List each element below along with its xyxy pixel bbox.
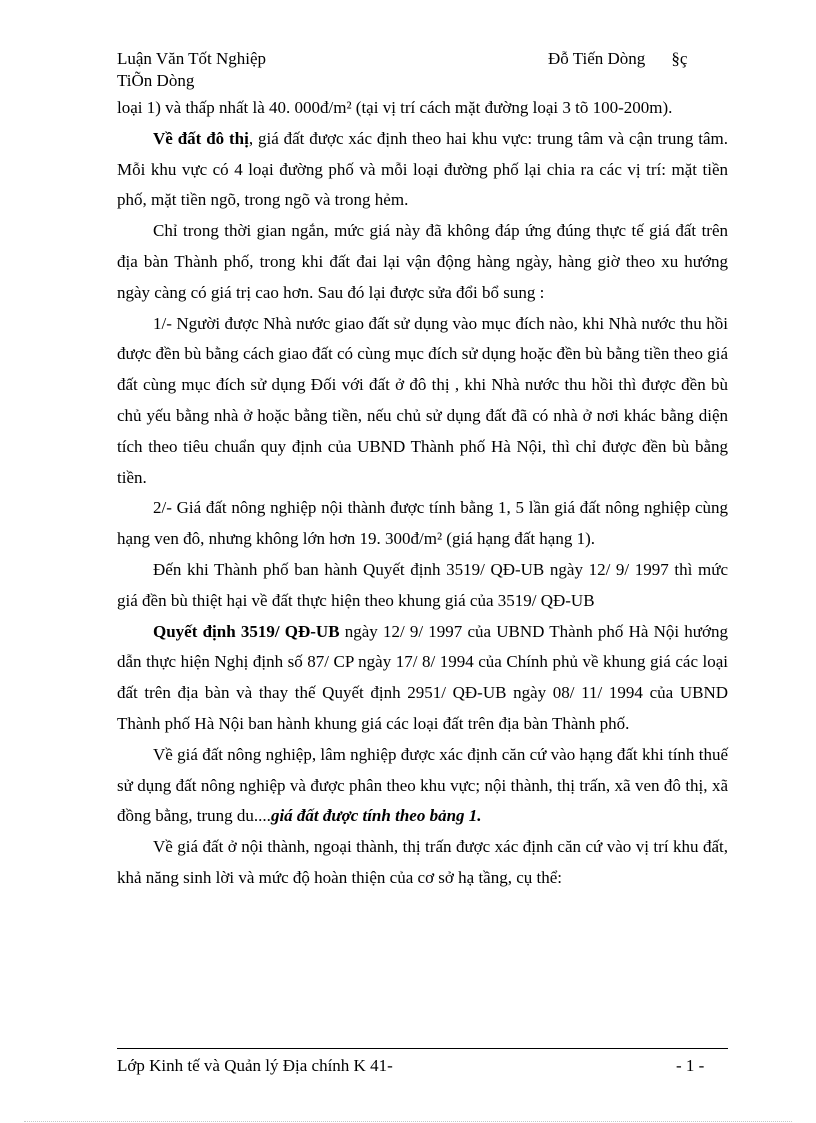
paragraph-8-emphasis: giá đất được tính theo bảng 1. [270, 806, 482, 826]
page-number: - 1 - [676, 1056, 705, 1075]
paragraph-8-text: Về giá đất nông nghiệp, lâm nghiệp được xác định căn cứ vào hạng đất khi tính thuế sử dụng đất nông nghiệp và được phân theo khu vực; nội thành, thị trấn, xã ven đô thị, xã đồng bằng, trung du.... [117, 744, 728, 826]
paragraph-3: Chỉ trong thời gian ngắn, mức giá này đã không đáp ứng đúng thực tế giá đất trên địa bàn Thành phố, trong khi đất đai lại vận động hàng ngày, hàng giờ theo xu hướng ngày càng có giá trị cao hơn. Sau đó lại được sửa đổi bổ sung : [117, 221, 728, 302]
paragraph-2-rest: , giá đất được xác định theo hai khu vực: trung tâm và cận trung tâm. Mỗi khu vực có 4 loại đường phố và mỗi loại đường phố lại chia ra các vị trí: mặt tiền phố, mặt tiền ngõ, trong ngõ và trong hẻm. [117, 128, 728, 210]
footer-rule [117, 1048, 728, 1049]
paragraph-2-bold: Về đất đô thị [153, 128, 249, 148]
header-line2: TiÕn Dòng [117, 71, 195, 90]
paragraph-2 [117, 124, 728, 216]
header-title: Luận Văn Tốt Nghiệp [117, 49, 267, 68]
header-author-name: Đỗ Tiến Dòng [548, 49, 646, 68]
footer-class-label: Lớp Kinh tế và Quản lý Địa chính K 41- [117, 1056, 393, 1075]
header-symbol: §ç [671, 49, 688, 68]
paragraph-5: 2/- Giá đất nông nghiệp nội thành được tính bằng 1, 5 lần giá đất nông nghiệp cùng hạng ven đô, nhưng không lớn hơn 19. 300đ/m² (giá hạng đất hạng 1). [117, 498, 728, 549]
paragraph-7 [117, 617, 728, 740]
paragraph-4: 1/- Người được Nhà nước giao đất sử dụng vào mục đích nào, khi Nhà nước thu hồi được đền bù bằng cách giao đất có cùng mục đích sử dụng hoặc đền bù bằng tiền theo giá đất cùng mục đích sử dụng Đối với đất ở đô thị , khi Nhà nước thu hồi thì được đền bù chủ yếu bằng nhà ở hoặc bằng tiền, nếu chủ sử dụng đất đã có nhà ở nơi khác bằng diện tích theo tiêu chuẩn quy định của UBND Thành phố Hà Nội, thì chỉ được đền bù bằng tiền. [117, 313, 728, 487]
page-bottom-border [24, 1121, 792, 1122]
body-text [117, 93, 728, 894]
paragraph-6: Đến khi Thành phố ban hành Quyết định 3519/ QĐ-UB ngày 12/ 9/ 1997 thì mức giá đền bù thiệt hại về đất thực hiện theo khung giá của 3519/ QĐ-UB [117, 559, 728, 610]
paragraph-9: Về giá đất ở nội thành, ngoại thành, thị trấn được xác định căn cứ vào vị trí khu đất, khả năng sinh lời và mức độ hoàn thiện của cơ sở hạ tầng, cụ thể: [117, 837, 728, 887]
paragraph-7-rest: ngày 12/ 9/ 1997 của UBND Thành phố Hà Nội hướng dẫn thực hiện Nghị định số 87/ CP ngày 17/ 8/ 1994 của Chính phủ về khung giá các loại đất trên địa bàn và thay thế Quyết định 2951/ QĐ-UB ngày 08/ 11/ 1994 của UBND Thành phố Hà Nội ban hành khung giá các loại đất trên địa bàn Thành phố. [117, 621, 728, 733]
paragraph-8 [117, 740, 728, 832]
paragraph-7-bold: Quyết định 3519/ QĐ-UB [153, 621, 340, 641]
paragraph-1: loại 1) và thấp nhất là 40. 000đ/m² (tại vị trí cách mặt đường loại 3 tõ 100-200m). [117, 98, 673, 117]
header-author [548, 49, 687, 69]
